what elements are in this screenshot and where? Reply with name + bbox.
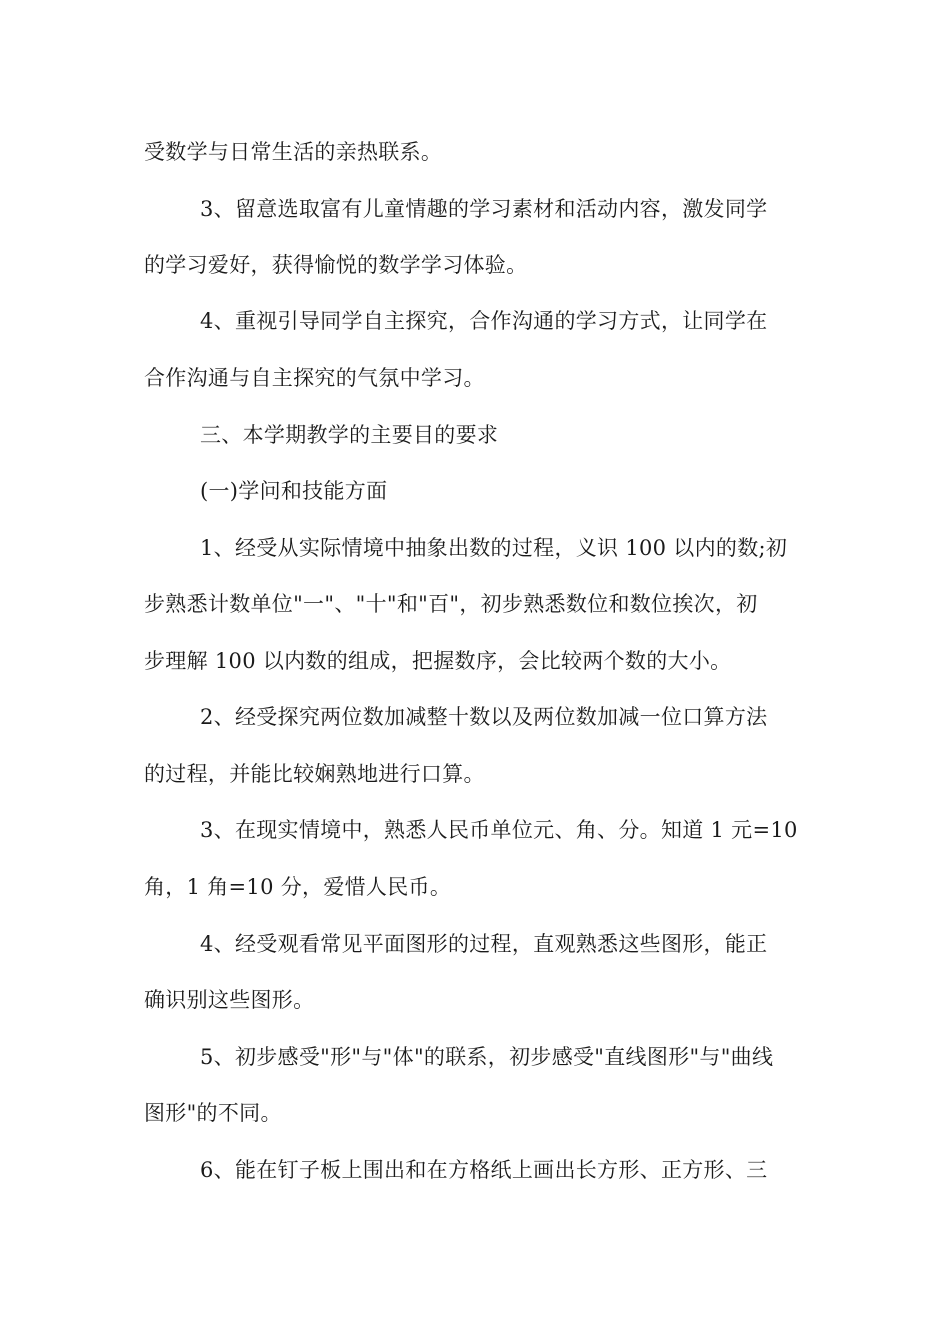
paragraph-line: 步熟悉计数单位"一"、"十"和"百"，初步熟悉数位和数位挨次，初 [144, 592, 758, 616]
paragraph-line: 确识别这些图形。 [144, 988, 315, 1012]
paragraph-line: 的过程，并能比较娴熟地进行口算。 [144, 762, 485, 786]
paragraph-line: 6、能在钉子板上围出和在方格纸上画出长方形、正方形、三 [200, 1158, 768, 1182]
subsection-heading: (一)学问和技能方面 [200, 479, 388, 503]
paragraph-line: 2、经受探究两位数加减整十数以及两位数加减一位口算方法 [200, 705, 768, 729]
paragraph-line: 5、初步感受"形"与"体"的联系，初步感受"直线图形"与"曲线 [200, 1045, 774, 1069]
paragraph-line: 合作沟通与自主探究的气氛中学习。 [144, 366, 485, 390]
paragraph-line: 角，1 角=10 分，爱惜人民币。 [144, 875, 452, 899]
paragraph-line: 的学习爱好，获得愉悦的数学学习体验。 [144, 253, 528, 277]
paragraph-line: 图形"的不同。 [144, 1101, 282, 1125]
paragraph-line: 3、在现实情境中，熟悉人民币单位元、角、分。知道 1 元=10 [200, 818, 798, 842]
paragraph-line: 3、留意选取富有儿童情趣的学习素材和活动内容，激发同学 [200, 197, 768, 221]
paragraph-line: 1、经受从实际情境中抽象出数的过程，义识 100 以内的数;初 [200, 536, 788, 560]
paragraph-line: 4、经受观看常见平面图形的过程，直观熟悉这些图形，能正 [200, 932, 768, 956]
paragraph-line: 受数学与日常生活的亲热联系。 [144, 140, 443, 164]
section-heading: 三、本学期教学的主要目的要求 [200, 423, 499, 447]
paragraph-line: 步理解 100 以内数的组成，把握数序，会比较两个数的大小。 [144, 649, 732, 673]
paragraph-line: 4、重视引导同学自主探究，合作沟通的学习方式，让同学在 [200, 309, 768, 333]
